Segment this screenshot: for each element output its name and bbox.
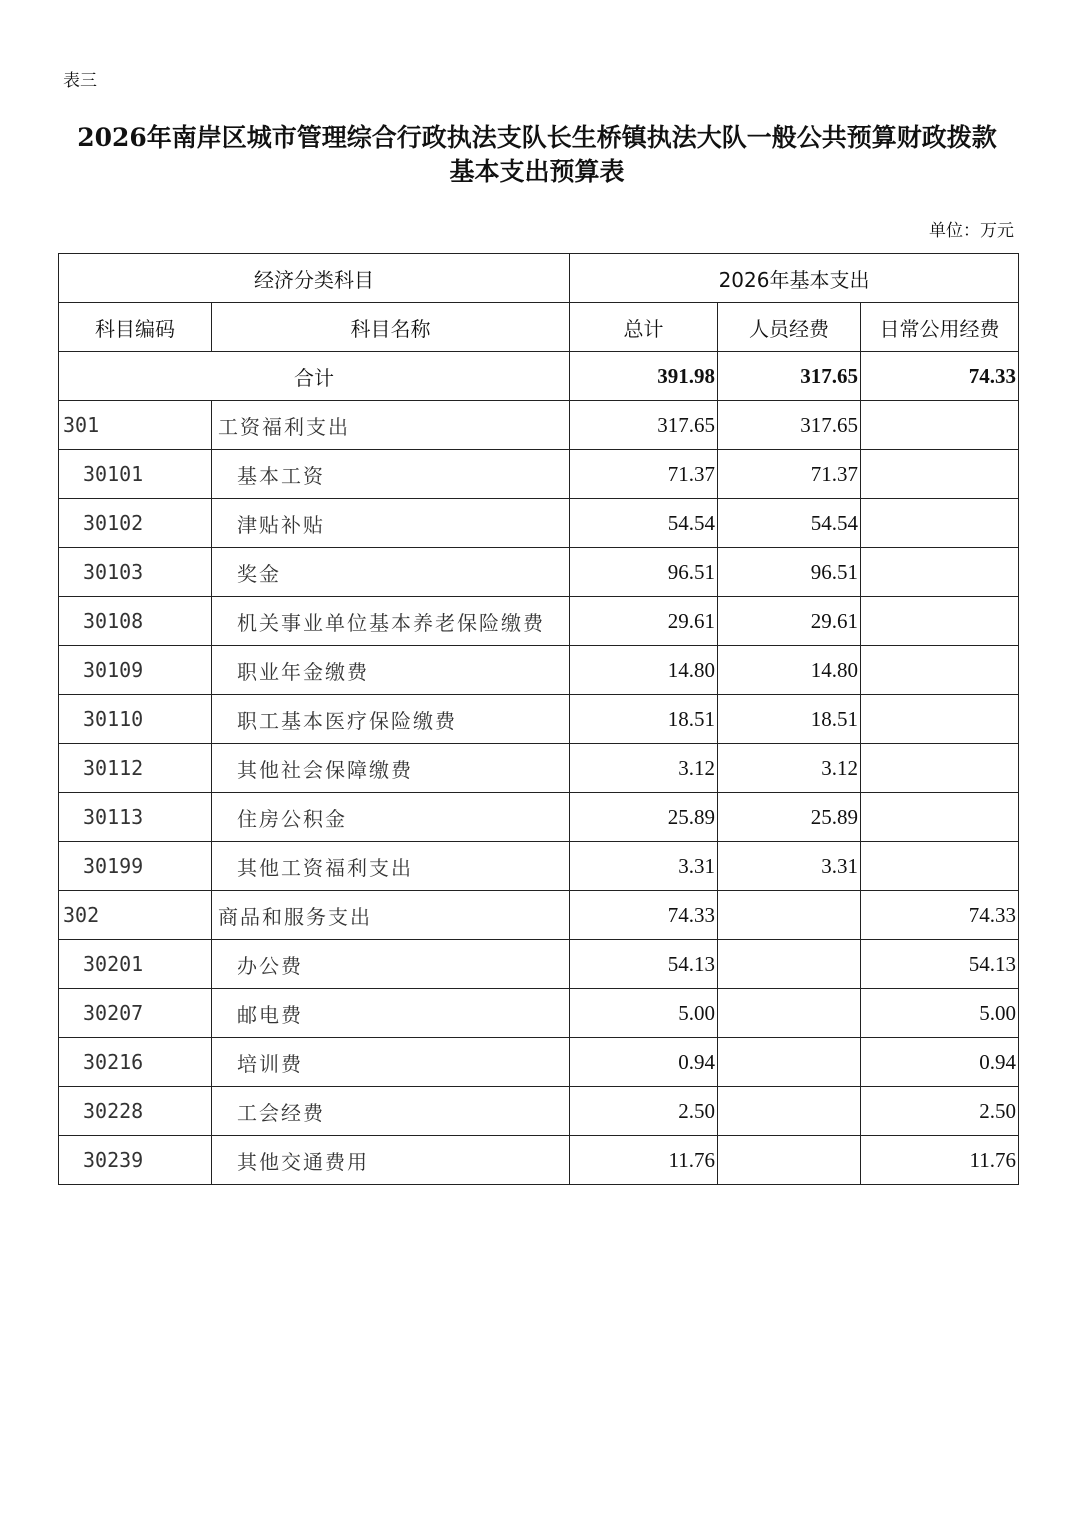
row-total: 5.00 xyxy=(570,989,718,1038)
row-public xyxy=(861,744,1019,793)
row-personnel: 317.65 xyxy=(718,401,861,450)
row-public: 2.50 xyxy=(861,1087,1019,1136)
row-public: 74.33 xyxy=(861,891,1019,940)
row-public xyxy=(861,842,1019,891)
row-code: 30103 xyxy=(59,548,212,597)
document-subtitle: 基本支出预算表 xyxy=(449,157,625,186)
row-personnel xyxy=(718,1038,861,1087)
row-code: 30207 xyxy=(59,989,212,1038)
row-name: 机关事业单位基本养老保险缴费 xyxy=(212,597,570,646)
row-name: 职工基本医疗保险缴费 xyxy=(212,695,570,744)
row-name: 其他工资福利支出 xyxy=(212,842,570,891)
row-total: 71.37 xyxy=(570,450,718,499)
summary-personnel: 317.65 xyxy=(718,352,861,401)
row-personnel: 14.80 xyxy=(718,646,861,695)
table-row xyxy=(59,842,1019,891)
row-personnel xyxy=(718,1087,861,1136)
row-public xyxy=(861,450,1019,499)
table-row xyxy=(59,450,1019,499)
document-title: 2026年南岸区城市管理综合行政执法支队长生桥镇执法大队一般公共预算财政拨款 xyxy=(77,123,997,152)
table-row xyxy=(59,940,1019,989)
summary-total: 391.98 xyxy=(570,352,718,401)
row-public xyxy=(861,548,1019,597)
row-total: 25.89 xyxy=(570,793,718,842)
row-code: 30228 xyxy=(59,1087,212,1136)
row-public xyxy=(861,695,1019,744)
row-code: 30102 xyxy=(59,499,212,548)
row-personnel: 3.12 xyxy=(718,744,861,793)
summary-public: 74.33 xyxy=(861,352,1019,401)
row-public: 54.13 xyxy=(861,940,1019,989)
row-code: 30108 xyxy=(59,597,212,646)
row-code: 30216 xyxy=(59,1038,212,1087)
row-total: 3.12 xyxy=(570,744,718,793)
row-name: 办公费 xyxy=(212,940,570,989)
row-personnel: 3.31 xyxy=(718,842,861,891)
row-personnel: 25.89 xyxy=(718,793,861,842)
row-personnel: 54.54 xyxy=(718,499,861,548)
header-expense-year: 2026年基本支出 xyxy=(570,254,1019,303)
table-row xyxy=(59,695,1019,744)
row-total: 3.31 xyxy=(570,842,718,891)
header-personnel: 人员经费 xyxy=(718,303,861,352)
row-code: 30239 xyxy=(59,1136,212,1185)
row-personnel xyxy=(718,1136,861,1185)
row-public xyxy=(861,401,1019,450)
table-row xyxy=(59,499,1019,548)
row-code: 30113 xyxy=(59,793,212,842)
row-total: 18.51 xyxy=(570,695,718,744)
row-total: 74.33 xyxy=(570,891,718,940)
row-public xyxy=(861,499,1019,548)
table-row xyxy=(59,597,1019,646)
summary-row xyxy=(59,352,1019,401)
table-row xyxy=(59,1038,1019,1087)
table-row xyxy=(59,401,1019,450)
row-code: 30101 xyxy=(59,450,212,499)
table-row xyxy=(59,891,1019,940)
table-row xyxy=(59,646,1019,695)
row-code: 30199 xyxy=(59,842,212,891)
row-name: 奖金 xyxy=(212,548,570,597)
table-row xyxy=(59,744,1019,793)
row-name: 工会经费 xyxy=(212,1087,570,1136)
row-total: 0.94 xyxy=(570,1038,718,1087)
table-row xyxy=(59,1087,1019,1136)
row-personnel: 71.37 xyxy=(718,450,861,499)
row-name: 住房公积金 xyxy=(212,793,570,842)
table-row xyxy=(59,989,1019,1038)
header-row-columns xyxy=(59,303,1019,352)
row-total: 14.80 xyxy=(570,646,718,695)
row-total: 54.54 xyxy=(570,499,718,548)
table-row xyxy=(59,548,1019,597)
row-public xyxy=(861,646,1019,695)
row-personnel: 96.51 xyxy=(718,548,861,597)
row-name: 职业年金缴费 xyxy=(212,646,570,695)
row-name: 津贴补贴 xyxy=(212,499,570,548)
row-public xyxy=(861,793,1019,842)
row-total: 54.13 xyxy=(570,940,718,989)
row-total: 11.76 xyxy=(570,1136,718,1185)
row-name: 工资福利支出 xyxy=(212,401,570,450)
budget-table xyxy=(58,253,1019,1185)
row-personnel xyxy=(718,989,861,1038)
row-personnel: 29.61 xyxy=(718,597,861,646)
row-public: 11.76 xyxy=(861,1136,1019,1185)
row-name: 培训费 xyxy=(212,1038,570,1087)
row-public: 5.00 xyxy=(861,989,1019,1038)
unit-label: 单位：万元 xyxy=(929,221,1014,241)
row-name: 其他交通费用 xyxy=(212,1136,570,1185)
row-personnel: 18.51 xyxy=(718,695,861,744)
row-total: 96.51 xyxy=(570,548,718,597)
row-total: 29.61 xyxy=(570,597,718,646)
header-category: 经济分类科目 xyxy=(59,254,570,303)
row-name: 邮电费 xyxy=(212,989,570,1038)
row-public xyxy=(861,597,1019,646)
row-personnel xyxy=(718,891,861,940)
row-code: 30112 xyxy=(59,744,212,793)
row-code: 302 xyxy=(59,891,212,940)
table-row xyxy=(59,1136,1019,1185)
row-total: 2.50 xyxy=(570,1087,718,1136)
row-total: 317.65 xyxy=(570,401,718,450)
header-code: 科目编码 xyxy=(59,303,212,352)
row-code: 301 xyxy=(59,401,212,450)
row-code: 30109 xyxy=(59,646,212,695)
row-personnel xyxy=(718,940,861,989)
row-public: 0.94 xyxy=(861,1038,1019,1087)
row-name: 其他社会保障缴费 xyxy=(212,744,570,793)
row-name: 基本工资 xyxy=(212,450,570,499)
table-row xyxy=(59,793,1019,842)
header-public: 日常公用经费 xyxy=(861,303,1019,352)
row-code: 30110 xyxy=(59,695,212,744)
table-number: 表三 xyxy=(63,71,97,91)
header-name: 科目名称 xyxy=(212,303,570,352)
row-name: 商品和服务支出 xyxy=(212,891,570,940)
header-total: 总计 xyxy=(570,303,718,352)
header-row-groups xyxy=(59,254,1019,303)
summary-label: 合计 xyxy=(59,352,570,401)
row-code: 30201 xyxy=(59,940,212,989)
